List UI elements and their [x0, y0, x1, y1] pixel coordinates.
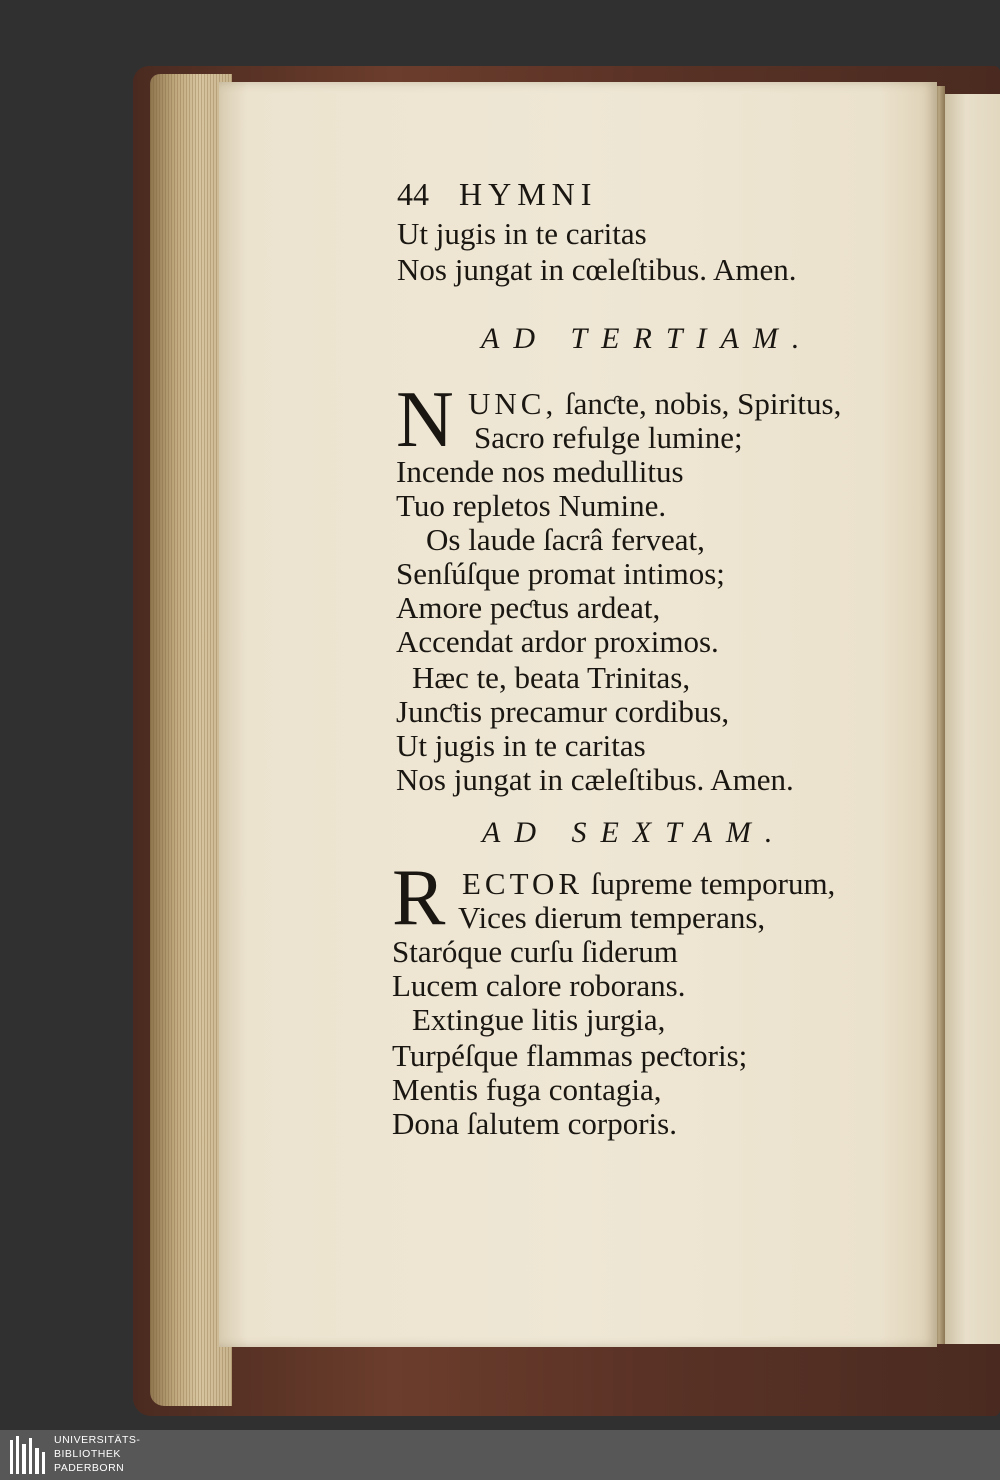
verse-line: Lucem calore roborans. — [392, 968, 686, 1003]
smallcaps-word: UNC, — [468, 386, 558, 421]
verse-line — [462, 868, 835, 899]
opening-line-1: Ut jugis in te caritas — [397, 216, 647, 251]
dropcap-r: R — [392, 854, 446, 942]
dropcap-n: N — [396, 376, 454, 464]
library-footer — [0, 1430, 1000, 1480]
library-name-line: BIBLIOTHEK — [54, 1448, 121, 1460]
page-header — [397, 176, 597, 213]
library-name — [54, 1433, 140, 1475]
smallcaps-word: ECTOR — [462, 866, 584, 901]
library-name-line: PADERBORN — [54, 1462, 125, 1474]
library-name-line: UNIVERSITÄTS- — [54, 1434, 141, 1446]
page-number: 44 — [397, 176, 429, 212]
verse-line — [468, 388, 841, 419]
verse-line: Nos jungat in cæleſtibus. Amen. — [396, 762, 794, 797]
verse-line: Turpéſque flammas peƈtoris; — [392, 1038, 748, 1073]
verse-line: Staróque curſu ſiderum — [392, 934, 678, 969]
verse-line: Incende nos medullitus — [396, 454, 684, 489]
verse-line-text: ſupreme temporum, — [590, 866, 836, 901]
verse-line: Amore peƈtus ardeat, — [396, 590, 661, 625]
section-heading-sextam: AD SEXTAM. — [482, 816, 787, 849]
verse-line: Hæc te, beata Trinitas, — [412, 660, 691, 695]
verse-line: Vices dierum temperans, — [458, 900, 766, 935]
running-head: HYMNI — [459, 176, 598, 212]
verse-line: Ut jugis in te caritas — [396, 728, 646, 763]
verse-line: Sacro refulge lumine; — [474, 420, 743, 455]
library-logo-icon — [10, 1436, 46, 1474]
verse-line: Dona ſalutem corporis. — [392, 1106, 677, 1141]
verse-line: Senſúſque promat intimos; — [396, 556, 725, 591]
section-heading-tertiam: AD TERTIAM. — [481, 322, 814, 355]
verse-line-text: ſanƈte, nobis, Spiritus, — [564, 386, 842, 421]
verse-line: Junƈtis precamur cordibus, — [396, 694, 730, 729]
verse-line: Os laude ſacrâ ferveat, — [426, 522, 705, 557]
verse-line: Mentis fuga contagia, — [392, 1072, 662, 1107]
verse-line: Tuo repletos Numine. — [396, 488, 667, 523]
opening-line-2: Nos jungat in cœleſtibus. Amen. — [397, 252, 797, 287]
verse-line: Accendat ardor proximos. — [396, 624, 719, 659]
verse-line: Extingue litis jurgia, — [412, 1002, 666, 1037]
